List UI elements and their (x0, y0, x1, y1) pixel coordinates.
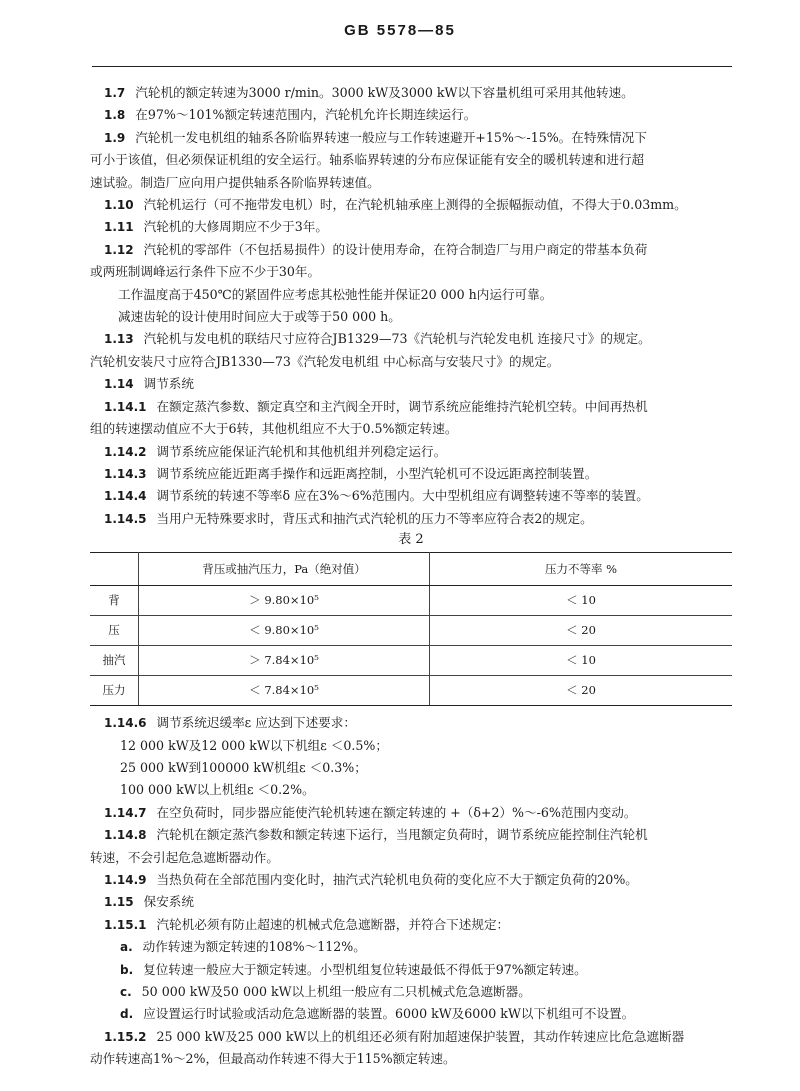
clause-number: 1.15.1 (104, 917, 147, 932)
table-header-pressure: 背压或抽汽压力，Pa（绝对值） (139, 553, 430, 586)
group-label: 背 (90, 586, 139, 616)
paragraph-text: 汽轮机必须有防止超速的机械式危急遮断器，并符合下述规定： (156, 916, 510, 932)
paragraph-line (90, 936, 732, 958)
paragraph-text: 调节系统应能近距离手操作和远距离控制，小型汽轮机可不设远距离控制装置。 (156, 465, 598, 481)
paragraph-text: 应设置运行时试验或活动危急遮断器的装置。6000 kW及6000 kW以下机组可不设置。 (143, 1006, 635, 1022)
paragraph-text: 汽轮机在额定蒸汽参数和额定转速下运行，当甩额定负荷时，调节系统应能控制住汽轮机 (156, 827, 648, 843)
table-caption: 表 2 (398, 532, 424, 548)
table-header-row (90, 553, 732, 586)
paragraph-line (90, 712, 732, 734)
paragraph-text: 汽轮机的额定转速为3000 r/min。3000 kW及3000 kW以下容量机组可采用其他转速。 (135, 85, 634, 100)
clause-number: 1.14.1 (104, 399, 147, 414)
clause-number: 1.11 (104, 220, 134, 235)
clause-number: d. (120, 1007, 134, 1022)
clause-number: 1.14.2 (104, 444, 147, 459)
table-row (90, 646, 732, 676)
clause-number: 1.14.3 (104, 466, 147, 481)
pressure-cell: ＞ 7.84×10⁵ (139, 646, 430, 676)
paragraph-text: 在空负荷时，同步器应能使汽轮机转速在额定转速的 +（δ+2）%～-6%范围内变动。 (156, 804, 637, 820)
paragraph-text: 保安系统 (143, 894, 194, 910)
paragraph-line (90, 735, 732, 757)
group-label: 压力 (90, 676, 139, 706)
paragraph-line (90, 508, 732, 530)
paragraph-line (90, 328, 732, 350)
paragraph-text: 动作转速高1%～2%，但最高动作转速不得大于115%额定转速。 (90, 1051, 456, 1067)
paragraph-line (90, 869, 732, 891)
paragraph-line (90, 194, 732, 216)
rate-cell: ＜ 10 (430, 646, 733, 676)
clause-number: 1.14.6 (104, 716, 147, 731)
paragraph-line (90, 485, 732, 507)
paragraph-line (90, 82, 732, 104)
clause-number: 1.15 (104, 895, 134, 910)
paragraph-text: 25 000 kW到100000 kW机组ε ＜0.3%； (120, 759, 367, 775)
document-body (90, 82, 732, 1071)
pressure-cell: ＞ 9.80×10⁵ (139, 586, 430, 616)
paragraph-line (90, 824, 732, 846)
paragraph-line (90, 239, 732, 261)
paragraph-text: 调节系统的转速不等率δ 应在3%～6%范围内。大中型机组应有调整转速不等率的装置。 (156, 488, 649, 504)
clause-number: 1.8 (104, 108, 126, 123)
clause-number: 1.13 (104, 332, 134, 347)
paragraph-line (90, 306, 732, 328)
paragraph-text: 组的转速摆动值应不大于6转，其他机组应不大于0.5%额定转速。 (90, 421, 458, 437)
paragraph-text: 复位转速一般应大于额定转速。小型机组复位转速最低不得低于97%额定转速。 (143, 961, 587, 977)
paragraph-line (90, 261, 732, 283)
paragraph-text: 汽轮机的大修周期应不少于3年。 (143, 219, 328, 235)
paragraph-line (90, 757, 732, 779)
clause-number: 1.12 (104, 242, 134, 257)
clause-number: 1.15.2 (104, 1029, 147, 1044)
paragraph-line (90, 284, 732, 306)
paragraph-line (90, 172, 732, 194)
paragraph-line (90, 1003, 732, 1025)
clause-number: c. (120, 985, 132, 999)
paragraph-text: 汽轮机安装尺寸应符合JB1330—73《汽轮发电机组 中心标高与安装尺寸》的规定。 (90, 353, 560, 369)
paragraph-line (90, 351, 732, 373)
pressure-cell: ＜ 9.80×10⁵ (139, 616, 430, 646)
paragraph-line (90, 1026, 732, 1048)
paragraph-line (90, 396, 732, 418)
rate-cell: ＜ 10 (430, 586, 733, 616)
clause-number: 1.9 (104, 130, 126, 145)
paragraph-text: 12 000 kW及12 000 kW以下机组ε ＜0.5%； (120, 737, 388, 753)
group-label: 抽汽 (90, 646, 139, 676)
paragraph-text: 调节系统 (143, 376, 194, 392)
paragraph-line (90, 981, 732, 1003)
paragraph-text: 在额定蒸汽参数、额定真空和主汽阀全开时，调节系统应能维持汽轮机空转。中间再热机 (156, 398, 648, 414)
paragraph-line (90, 149, 732, 171)
header-rule (92, 66, 732, 67)
paragraph-text: 减速齿轮的设计使用时间应大于或等于50 000 h。 (118, 309, 401, 325)
paragraph-line (90, 441, 732, 463)
paragraph-text: 当热负荷在全部范围内变化时，抽汽式汽轮机电负荷的变化应不大于额定负荷的20%。 (156, 871, 638, 887)
paragraph-line (90, 463, 732, 485)
clause-number: 1.14.7 (104, 805, 147, 820)
paragraph-text: 汽轮机的零部件（不包括易损件）的设计使用寿命，在符合制造厂与用户商定的带基本负荷 (143, 241, 648, 257)
paragraph-text: 速试验。制造厂应向用户提供轴系各阶临界转速值。 (90, 174, 380, 190)
paragraph-text: 汽轮机一发电机组的轴系各阶临界转速一般应与工作转速避开+15%～-15%。在特殊情况下 (135, 129, 647, 145)
paragraph-line (90, 802, 732, 824)
clause-number: 1.7 (104, 86, 126, 100)
paragraph-text: 工作温度高于450℃的紧固件应考虑其松弛性能并保证20 000 h内运行可靠。 (118, 286, 553, 302)
clause-number: 1.14 (104, 377, 134, 392)
paragraph-text: 汽轮机与发电机的联结尺寸应符合JB1329—73《汽轮机与汽轮发电机 连接尺寸》的规定。 (143, 331, 651, 347)
paragraph-text: 动作转速为额定转速的108%～112%。 (142, 939, 366, 955)
paragraph-text: 可小于该值，但必须保证机组的安全运行。轴系临界转速的分布应保证能有安全的暖机转速和进行超 (90, 152, 645, 168)
paragraph-line (90, 891, 732, 913)
paragraph-line (90, 127, 732, 149)
table-row (90, 676, 732, 706)
table-header-rate: 压力不等率 % (430, 553, 733, 586)
paragraph-line (90, 959, 732, 981)
clause-number: 1.14.9 (104, 872, 147, 887)
paragraph-text: 当用户无特殊要求时，背压式和抽汽式汽轮机的压力不等率应符合表2的规定。 (156, 510, 593, 526)
clause-number: 1.14.5 (104, 511, 147, 526)
clause-number: 1.14.4 (104, 489, 147, 504)
paragraph-line (90, 418, 732, 440)
paragraph-text: 调节系统应能保证汽轮机和其他机组并列稳定运行。 (156, 443, 447, 459)
rate-cell: ＜ 20 (430, 616, 733, 646)
clause-number: 1.10 (104, 198, 134, 213)
paragraph-text: 100 000 kW以上机组ε ＜0.2%。 (120, 782, 315, 798)
paragraphs-bottom (90, 712, 732, 1071)
rate-cell: ＜ 20 (430, 676, 733, 706)
table-2 (90, 552, 732, 706)
paragraph-line (90, 1048, 732, 1070)
paragraph-text: 50 000 kW及50 000 kW以上机组一般应有二只机械式危急遮断器。 (141, 984, 531, 999)
paragraph-line (90, 914, 732, 936)
clause-number: b. (120, 962, 134, 977)
table-row (90, 586, 732, 616)
table-header-blank (90, 553, 139, 586)
group-label: 压 (90, 616, 139, 646)
paragraph-line (90, 373, 732, 395)
paragraph-text: 转速，不会引起危急遮断器动作。 (90, 849, 279, 865)
paragraph-text: 在97%～101%额定转速范围内，汽轮机允许长期连续运行。 (135, 107, 477, 123)
clause-number: 1.14.8 (104, 828, 147, 843)
paragraph-line (90, 847, 732, 869)
paragraph-text: 汽轮机运行（可不拖带发电机）时，在汽轮机轴承座上测得的全振幅振动值，不得大于0.03mm。 (143, 197, 687, 213)
paragraph-line (90, 216, 732, 238)
paragraphs-top (90, 82, 732, 530)
paragraph-line (90, 104, 732, 126)
paragraph-text: 调节系统迟缓率ε 应达到下述要求： (156, 715, 356, 731)
page-header: GB 5578—85 (344, 22, 456, 39)
clause-number: a. (120, 940, 133, 955)
paragraph-text: 或两班制调峰运行条件下应不少于30年。 (90, 264, 321, 280)
paragraph-line (90, 779, 732, 801)
paragraph-text: 25 000 kW及25 000 kW以上的机组还必须有附加超速保护装置，其动作转速应比危急遮断器 (156, 1028, 685, 1044)
pressure-cell: ＜ 7.84×10⁵ (139, 676, 430, 706)
table-row (90, 616, 732, 646)
